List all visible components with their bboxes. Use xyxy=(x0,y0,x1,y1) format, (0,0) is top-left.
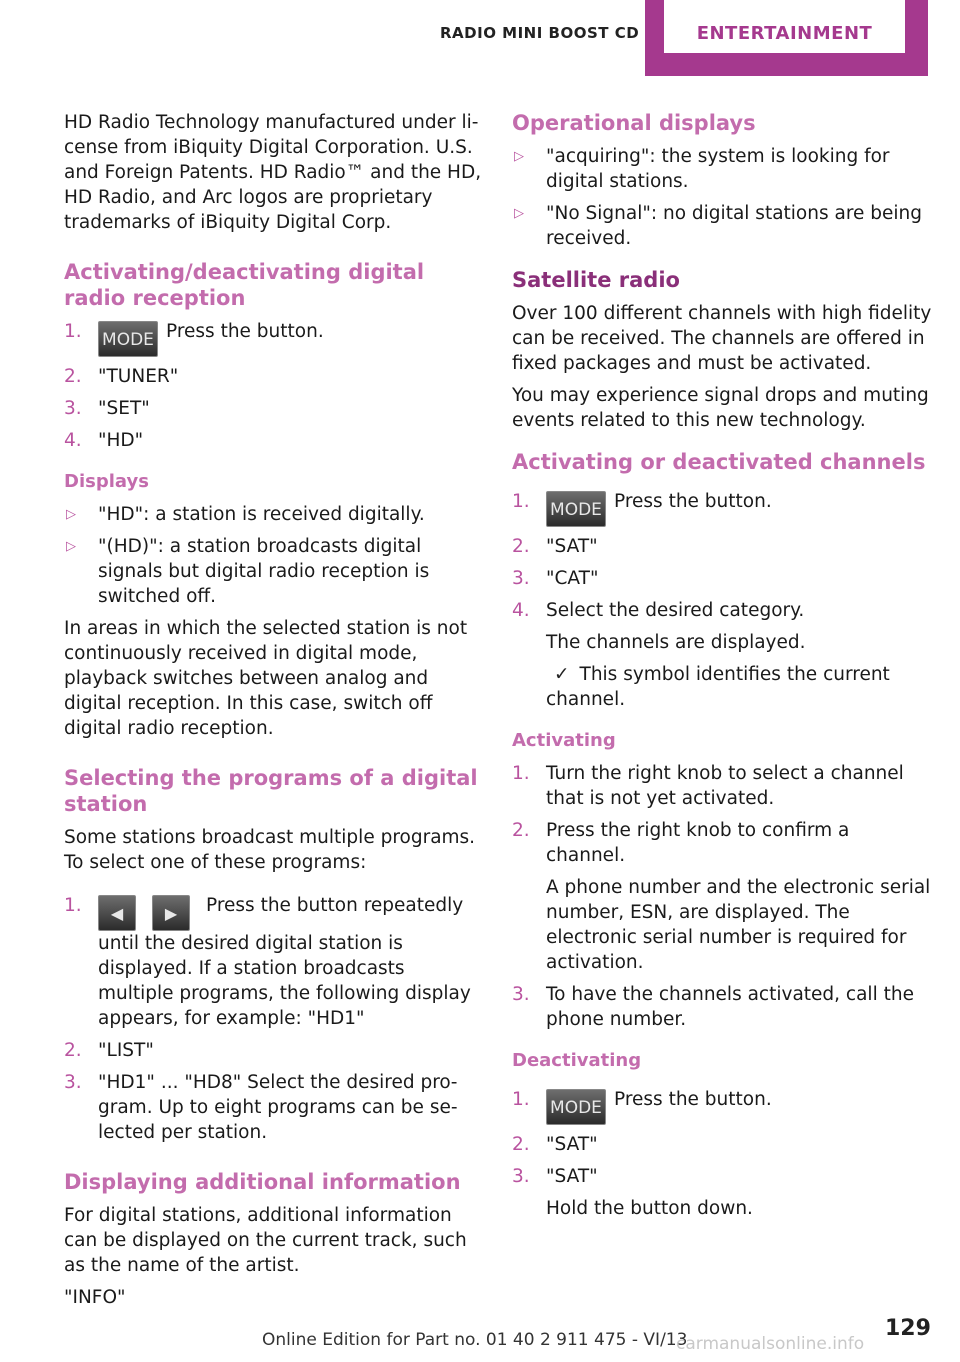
paragraph: Hold the button down. xyxy=(546,1198,753,1219)
mode-button-icon: MODE xyxy=(98,321,158,357)
step-list xyxy=(512,489,932,623)
left-column xyxy=(64,110,484,1317)
paragraph: ✓ This symbol identifies the current channel. xyxy=(546,664,890,710)
list-item: 2. Press the right knob to confirm a channel. xyxy=(512,820,850,866)
list-item: 3. "HD1" ... "HD8" Select the desired program. Up to eight programs can be selected per station. xyxy=(64,1072,458,1143)
triangle-bullet-icon: ▷ xyxy=(514,149,524,164)
list-item: 3. "SET" xyxy=(64,398,150,419)
list-item: 3. "CAT" xyxy=(512,568,599,589)
list-item: 2. "SAT" xyxy=(512,536,598,557)
list-item: ▷ "(HD)": a station broadcasts digital signals but digital radio reception is switched off. xyxy=(66,536,430,607)
subsection-title: Activating xyxy=(512,730,616,751)
list-item: ▷ "HD": a station is received digitally. xyxy=(66,504,425,525)
triangle-bullet-icon: ▷ xyxy=(66,539,76,554)
step-list xyxy=(512,982,932,1032)
license-text: HD Radio Technology manufactured under license from iBiquity Digital Corporation. U.S. and Foreign Patents. HD Radio™ and the HD, HD Radio, and Arc logos are proprietary trademarks of iBiquity Digital Corp. xyxy=(64,112,482,233)
triangle-bullet-icon: ▷ xyxy=(514,206,524,221)
list-item: 1. MODE Press the button. xyxy=(64,319,484,357)
paragraph: You may experience signal drops and muting events related to this new technology. xyxy=(512,385,929,431)
section-title: Activating or deactivated channels xyxy=(512,450,926,474)
section-title: Operational displays xyxy=(512,111,756,135)
list-item: 3. "SAT" xyxy=(512,1166,598,1187)
list-item: 1. Turn the right knob to select a channel that is not yet activated. xyxy=(512,763,904,809)
activating-section xyxy=(512,728,932,1032)
list-item: 2. "LIST" xyxy=(64,1040,154,1061)
list-item: 4. "HD" xyxy=(64,430,144,451)
section-title: Activating/deactivating digital radio reception xyxy=(64,260,425,310)
list-item: 1. ◀ ▶ Press the button repeatedly until the desired digital station is displayed. If a station broadcasts multiple programs, the following display appears, for example: "HD1" xyxy=(64,895,471,1029)
programs-section xyxy=(64,765,484,1145)
deactivating-section xyxy=(512,1048,932,1221)
section-title: Selecting the programs of a digital station xyxy=(64,766,478,816)
paragraph: For digital stations, additional information can be displayed on the current track, such as the name of the artist. xyxy=(64,1205,467,1276)
list-item: 3. To have the channels activated, call the phone number. xyxy=(512,984,914,1030)
subsection-title: Displays xyxy=(64,471,149,492)
paragraph: Some stations broadcast multiple programs. To select one of these programs: xyxy=(64,827,476,873)
step-list xyxy=(64,319,484,453)
list-item: 2. "SAT" xyxy=(512,1134,598,1155)
next-arrow-icon: ▶ xyxy=(152,895,190,931)
mode-button-icon: MODE xyxy=(546,491,606,527)
displays-section xyxy=(64,469,484,741)
section-title: Displaying additional information xyxy=(64,1170,461,1194)
paragraph: Over 100 different channels with high fidelity can be received. The channels are offered in fixed packages and must be activated. xyxy=(512,303,932,374)
step-list xyxy=(512,761,932,868)
paragraph: In areas in which the selected station is not continuously received in digital mode, playback switches between analog and digital reception. In this case, switch off digital radio reception. xyxy=(64,618,468,739)
watermark-text: carmanualsonline.info xyxy=(676,1334,865,1354)
bullet-list xyxy=(64,502,484,609)
previous-arrow-icon: ◀ xyxy=(98,895,136,931)
paragraph: The channels are displayed. xyxy=(546,632,806,653)
channels-section xyxy=(512,449,932,712)
triangle-bullet-icon: ▷ xyxy=(66,507,76,522)
paragraph: A phone number and the electronic serial number, ESN, are displayed. The electronic serial number is required for activation. xyxy=(546,877,931,973)
operational-section xyxy=(512,110,932,251)
additional-info-section xyxy=(64,1169,484,1310)
page-number: 129 xyxy=(885,1316,931,1341)
chapter-title: ENTERTAINMENT xyxy=(664,0,905,53)
list-item: ▷ "No Signal": no digital stations are being received. xyxy=(514,203,923,249)
subsection-title: Deactivating xyxy=(512,1050,642,1071)
step-list xyxy=(64,893,484,1145)
list-item: ▷ "acquiring": the system is looking for digital stations. xyxy=(514,146,890,192)
mode-button-icon: MODE xyxy=(546,1089,606,1125)
section-title: Satellite radio xyxy=(512,268,680,292)
activating-digital-section xyxy=(64,259,484,453)
list-item: 4. Select the desired category. xyxy=(512,600,805,621)
list-item: 1. MODE Press the button. xyxy=(512,489,932,527)
running-section-title: RADIO MINI BOOST CD xyxy=(440,24,640,42)
paragraph: "INFO" xyxy=(64,1287,126,1308)
list-item: 2. "TUNER" xyxy=(64,366,179,387)
list-item: 1. MODE Press the button. xyxy=(512,1087,932,1125)
step-list xyxy=(512,1087,932,1189)
bullet-list xyxy=(512,144,932,251)
satellite-section xyxy=(512,267,932,433)
checkmark-icon: ✓ xyxy=(554,664,570,685)
edition-footer: Online Edition for Part no. 01 40 2 911 475 - VI/13 xyxy=(262,1330,688,1350)
right-column xyxy=(512,110,932,1228)
